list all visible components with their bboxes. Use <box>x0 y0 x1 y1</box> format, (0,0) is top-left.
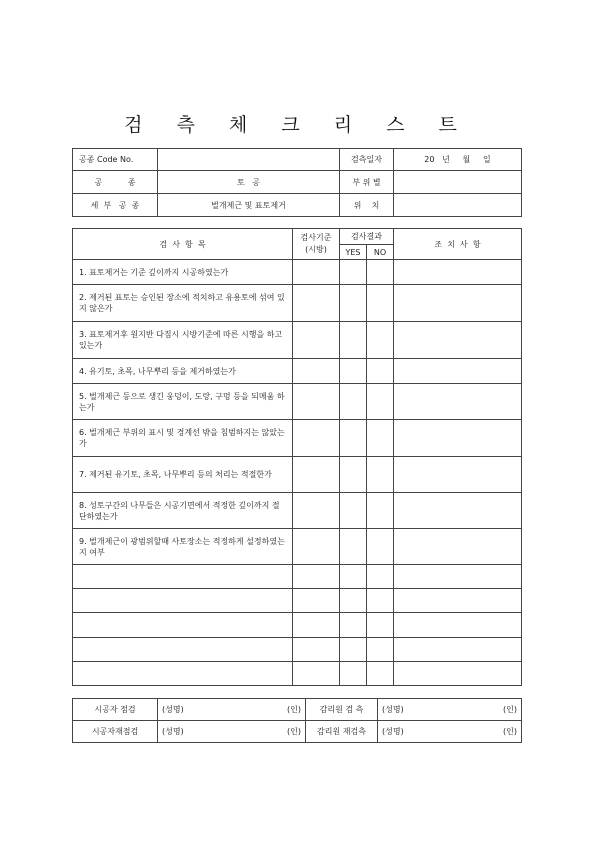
yes-cell[interactable] <box>340 589 367 613</box>
yes-cell[interactable] <box>340 322 367 359</box>
check-item: 4. 유기토, 초목, 나무뿌리 등을 제거하였는가 <box>73 359 293 384</box>
no-cell[interactable] <box>367 420 394 457</box>
table-row <box>73 420 522 457</box>
action-cell[interactable] <box>394 322 522 359</box>
no-cell[interactable] <box>367 662 394 686</box>
check-item: 3. 표토제거후 원지반 다짐시 시방기준에 따른 시행을 하고 있는가 <box>73 322 293 359</box>
date-value[interactable]: 20 년 월 일 <box>394 149 522 171</box>
check-item: 9. 벌개제근이 광범위할때 사토장소는 적정하게 설정하였는지 여부 <box>73 529 293 565</box>
check-item: 8. 성토구간의 나무들은 시공기면에서 적정한 깊이까지 절단하였는가 <box>73 493 293 529</box>
contractor-recheck-sign[interactable] <box>158 721 306 743</box>
contractor-check-label: 시공자 점검 <box>73 699 158 721</box>
location-value[interactable] <box>394 194 522 217</box>
sign-name-label: (성명) <box>162 705 184 714</box>
standard-cell <box>293 529 340 565</box>
supervisor-check-label: 감리원 검 측 <box>306 699 378 721</box>
no-cell[interactable] <box>367 565 394 589</box>
no-cell[interactable] <box>367 457 394 493</box>
check-item <box>73 638 293 662</box>
date-label: 검측일자 <box>340 149 394 171</box>
supervisor-check-sign[interactable] <box>378 699 522 721</box>
no-cell[interactable] <box>367 260 394 285</box>
check-item <box>73 565 293 589</box>
col-standard-header: 검사기준 (시방) <box>293 229 340 260</box>
standard-cell <box>293 359 340 384</box>
contractor-recheck-label: 시공자재점검 <box>73 721 158 743</box>
check-item <box>73 662 293 686</box>
col-action-header: 조 치 사 항 <box>394 229 522 260</box>
standard-cell <box>293 565 340 589</box>
yes-cell[interactable] <box>340 260 367 285</box>
standard-cell <box>293 285 340 322</box>
check-item <box>73 589 293 613</box>
action-cell[interactable] <box>394 589 522 613</box>
check-item: 7. 제거된 유기토, 초목, 나무뿌리 등의 처리는 적절한가 <box>73 457 293 493</box>
standard-cell <box>293 662 340 686</box>
yes-cell[interactable] <box>340 565 367 589</box>
col-items-header: 검 사 항 목 <box>73 229 293 260</box>
sign-name-label: (성명) <box>382 727 404 736</box>
col-yes-header: YES <box>340 245 367 260</box>
check-item: 5. 벌개제근 등으로 생긴 웅덩이, 도랑, 구멍 등을 되메움 하는가 <box>73 384 293 420</box>
table-row <box>73 260 522 285</box>
standard-cell <box>293 589 340 613</box>
no-cell[interactable] <box>367 493 394 529</box>
standard-cell <box>293 384 340 420</box>
action-cell[interactable] <box>394 613 522 638</box>
yes-cell[interactable] <box>340 638 367 662</box>
action-cell[interactable] <box>394 457 522 493</box>
table-row <box>73 638 522 662</box>
contractor-check-sign[interactable] <box>158 699 306 721</box>
check-item: 2. 제거된 표토는 승인된 장소에 적치하고 유용토에 섞여 있지 않은가 <box>73 285 293 322</box>
yes-cell[interactable] <box>340 420 367 457</box>
yes-cell[interactable] <box>340 613 367 638</box>
standard-cell <box>293 613 340 638</box>
no-cell[interactable] <box>367 638 394 662</box>
standard-cell <box>293 420 340 457</box>
table-row <box>73 384 522 420</box>
col-no-header: NO <box>367 245 394 260</box>
seal-label: (인) <box>503 705 517 714</box>
standard-cell <box>293 457 340 493</box>
table-row <box>73 589 522 613</box>
action-cell[interactable] <box>394 565 522 589</box>
table-row <box>73 529 522 565</box>
checklist-table <box>72 228 522 686</box>
action-cell[interactable] <box>394 493 522 529</box>
col-result-header: 검사결과 <box>340 229 394 245</box>
action-cell[interactable] <box>394 638 522 662</box>
detail-value[interactable]: 벌개제근 및 표토제거 <box>158 194 340 217</box>
header-table <box>72 148 522 217</box>
no-cell[interactable] <box>367 322 394 359</box>
standard-cell <box>293 260 340 285</box>
no-cell[interactable] <box>367 359 394 384</box>
yes-cell[interactable] <box>340 384 367 420</box>
part-label: 부 위 별 <box>340 171 394 194</box>
work-value[interactable]: 토 공 <box>158 171 340 194</box>
no-cell[interactable] <box>367 613 394 638</box>
seal-label: (인) <box>287 727 301 736</box>
standard-cell <box>293 322 340 359</box>
table-row <box>73 322 522 359</box>
location-label: 위 치 <box>340 194 394 217</box>
yes-cell[interactable] <box>340 359 367 384</box>
sign-name-label: (성명) <box>162 727 184 736</box>
yes-cell[interactable] <box>340 493 367 529</box>
check-item <box>73 613 293 638</box>
no-cell[interactable] <box>367 285 394 322</box>
part-value[interactable] <box>394 171 522 194</box>
detail-label: 세 부 공 종 <box>73 194 158 217</box>
code-label: 공종 Code No. <box>73 149 158 171</box>
seal-label: (인) <box>287 705 301 714</box>
action-cell[interactable] <box>394 529 522 565</box>
yes-cell[interactable] <box>340 529 367 565</box>
table-row <box>73 457 522 493</box>
standard-cell <box>293 638 340 662</box>
sign-name-label: (성명) <box>382 705 404 714</box>
standard-cell <box>293 493 340 529</box>
table-row <box>73 662 522 686</box>
seal-label: (인) <box>503 727 517 736</box>
yes-cell[interactable] <box>340 285 367 322</box>
table-row <box>73 565 522 589</box>
yes-cell[interactable] <box>340 457 367 493</box>
check-item: 6. 벌개제근 부위의 표시 및 경계선 밖을 침범하지는 않았는가 <box>73 420 293 457</box>
table-row <box>73 359 522 384</box>
work-label: 공 종 <box>73 171 158 194</box>
code-value[interactable] <box>158 149 340 171</box>
yes-cell[interactable] <box>340 662 367 686</box>
no-cell[interactable] <box>367 384 394 420</box>
supervisor-recheck-sign[interactable] <box>378 721 522 743</box>
signature-table <box>72 698 522 743</box>
check-item: 1. 표토제거는 기준 깊이까지 시공하였는가 <box>73 260 293 285</box>
action-cell[interactable] <box>394 359 522 384</box>
action-cell[interactable] <box>394 260 522 285</box>
table-row <box>73 613 522 638</box>
action-cell[interactable] <box>394 420 522 457</box>
action-cell[interactable] <box>394 384 522 420</box>
table-row <box>73 493 522 529</box>
supervisor-recheck-label: 감리원 재검측 <box>306 721 378 743</box>
action-cell[interactable] <box>394 662 522 686</box>
no-cell[interactable] <box>367 529 394 565</box>
no-cell[interactable] <box>367 589 394 613</box>
page-title: 검 측 체 크 리 스 트 <box>124 114 471 136</box>
table-row <box>73 285 522 322</box>
action-cell[interactable] <box>394 285 522 322</box>
